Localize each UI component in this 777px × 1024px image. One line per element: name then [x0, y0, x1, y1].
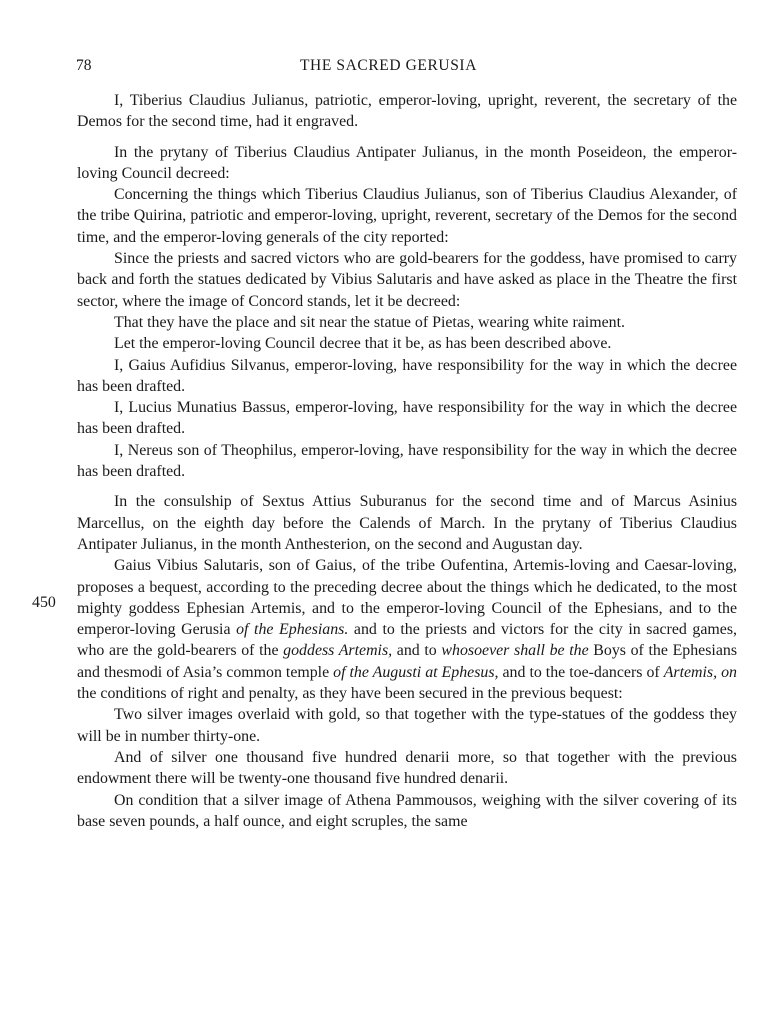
page-number: 78 — [76, 57, 92, 74]
running-title: THE SACRED GERUSIA — [299, 57, 477, 74]
text-segment: and to the priests and victors for the city in sacred games, who are the gold-bearers of the — [77, 621, 737, 660]
text-segment: Boys of the Ephesians and thesmodi of Asia’s common temple — [77, 642, 738, 681]
text-segment: Gaius Vibius Salutaris, son of Gaius, of the tribe Oufentina, Artemis-loving and Caesar-loving, proposes a bequest, according to the preceding decree about the things which he dedicated, to the most mighty goddess Ephesian Artemis, and to the emperor-loving Council of the Ephesians, and to the emperor-loving Gerusia — [77, 557, 737, 639]
paragraph-engraving: I, Tiberius Claudius Julianus, patriotic, emperor-loving, upright, reverent, the secretary of the Demos for the second time, had it engraved. — [77, 92, 737, 131]
paragraph-prytany-poseideon: In the prytany of Tiberius Claudius Antipater Julianus, in the month Poseideon, the emperor-loving Council decreed: — [77, 143, 737, 182]
paragraph-council-decree: Let the emperor-loving Council decree that it be, as has been described above. — [114, 335, 612, 353]
paragraph-salutaris-bequest — [77, 555, 737, 704]
text-segment: and to the toe-dancers of — [498, 663, 664, 681]
page-header — [0, 57, 777, 79]
paragraph-consulship: In the consulship of Sextus Attius Suburanus for the second time and of Marcus Asinius Marcellus, on the eighth day before the Calends of March. In the prytany of Tiberius Claudius Antipater Julianus, in the month Anthesterion, on the second and Augustan day. — [77, 493, 737, 553]
italic-segment: of the Ephesians. — [236, 621, 349, 639]
paragraph-athena-condition: On condition that a silver image of Athena Pammousos, weighing with the silver covering of its base seven pounds, a half ounce, and eight scruples, the same — [77, 791, 737, 830]
body-text — [77, 90, 737, 832]
italic-segment: goddess Artemis, — [283, 642, 393, 660]
italic-segment: whosoever shall be the — [441, 642, 589, 660]
paragraph-concerning: Concerning the things which Tiberius Claudius Julianus, son of Tiberius Claudius Alexander, of the tribe Quirina, patriotic and emperor-loving, upright, reverent, secretary of the Demos for the second time, and the emperor-loving generals of the city reported: — [77, 186, 737, 246]
text-segment: and to — [392, 642, 442, 660]
italic-segment: Artemis, on — [663, 663, 737, 681]
italic-segment: of the Augusti at Ephesus, — [333, 663, 499, 681]
paragraph-nereus: I, Nereus son of Theophilus, emperor-loving, have responsibility for the way in which the decree has been drafted. — [77, 441, 737, 481]
paragraph-silver-images: Two silver images overlaid with gold, so that together with the type-statues of the goddess they will be in number thirty-one. — [77, 706, 737, 745]
margin-line-number: 450 — [32, 594, 56, 611]
paragraph-denarii: And of silver one thousand five hundred denarii more, so that together with the previous endowment there will be twenty-one thousand five hundred denarii. — [77, 748, 737, 788]
paragraph-pietas: That they have the place and sit near the statue of Pietas, wearing white raiment. — [114, 313, 625, 331]
paragraph-silvanus: I, Gaius Aufidius Silvanus, emperor-loving, have responsibility for the way in which the decree has been drafted. — [77, 356, 737, 395]
paragraph-bassus: I, Lucius Munatius Bassus, emperor-loving, have responsibility for the way in which the decree has been drafted. — [77, 399, 737, 438]
paragraph-since-priests: Since the priests and sacred victors who are gold-bearers for the goddess, have promised to carry back and forth the statues dedicated by Vibius Salutaris and have asked as place in the Theatre the first sector, where the image of Concord stands, let it be decreed: — [77, 250, 737, 310]
text-segment: the conditions of right and penalty, as they have been secured in the previous bequest: — [77, 685, 623, 703]
